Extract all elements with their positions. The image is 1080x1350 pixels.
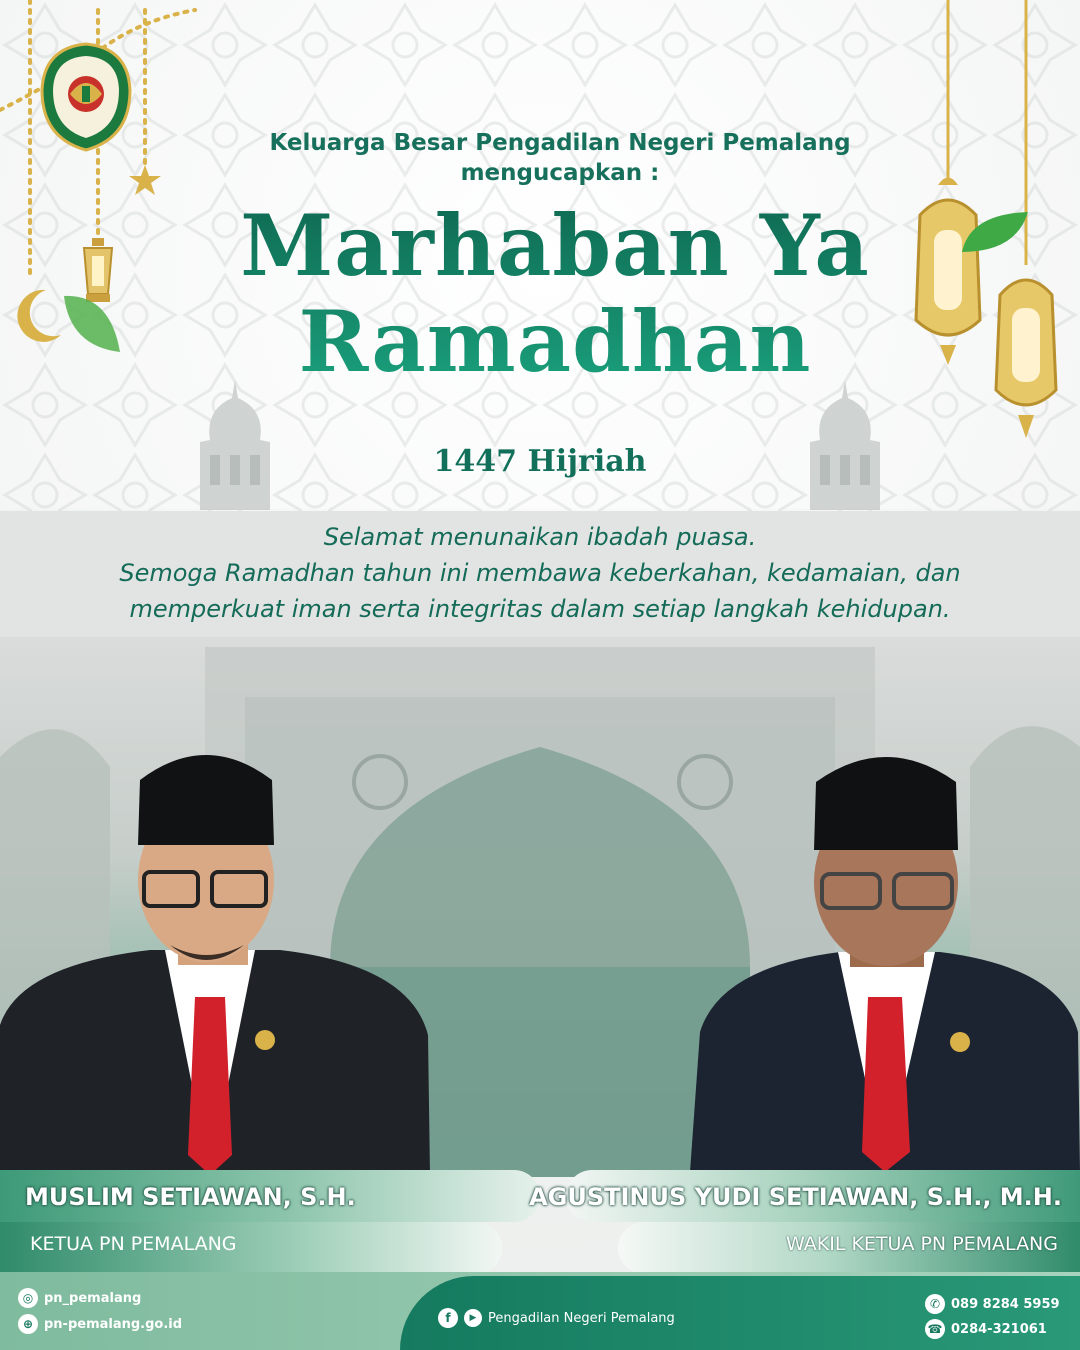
- phone-contact[interactable]: [925, 1319, 1047, 1339]
- instagram-icon: ◎: [18, 1288, 38, 1308]
- title-line-2: Ramadhan: [298, 292, 812, 391]
- intro-line-2: mengucapkan :: [460, 160, 660, 186]
- whatsapp-icon: ✆: [925, 1294, 945, 1314]
- greeting-intro: [200, 128, 920, 188]
- star-icon: [128, 164, 162, 198]
- website-url: pn-pemalang.go.id: [44, 1316, 183, 1332]
- mosque-tower-left: [190, 380, 280, 510]
- social-name: Pengadilan Negeri Pemalang: [488, 1310, 675, 1326]
- leaf-icon: [60, 290, 124, 356]
- official-role-right: WAKIL KETUA PN PEMALANG: [786, 1233, 1058, 1255]
- official-name-left: MUSLIM SETIAWAN, S.H.: [25, 1183, 356, 1211]
- globe-icon: ⊕: [18, 1314, 38, 1334]
- official-name-right: AGUSTINUS YUDI SETIAWAN, S.H., M.H.: [529, 1183, 1062, 1211]
- instagram-contact[interactable]: [18, 1288, 141, 1308]
- leaf-icon: [960, 208, 1030, 256]
- message-line-3: memperkuat iman serta integritas dalam setiap langkah kehidupan.: [129, 595, 951, 623]
- message-line-1: Selamat menunaikan ibadah puasa.: [323, 523, 757, 551]
- crescent-icon: [6, 285, 66, 345]
- court-logo: [40, 42, 132, 152]
- main-title: [150, 198, 960, 390]
- whatsapp-contact[interactable]: [925, 1294, 1060, 1314]
- youtube-icon: ▶: [464, 1309, 482, 1327]
- official-photo-right: [690, 742, 1080, 1172]
- facebook-icon: f: [438, 1308, 458, 1328]
- intro-line-1: Keluarga Besar Pengadilan Negeri Pemalang: [269, 130, 851, 156]
- hijri-year: 1447 Hijriah: [433, 444, 647, 479]
- message-line-2: Semoga Ramadhan tahun ini membawa keberkahan, kedamaian, dan: [119, 559, 961, 587]
- social-contact[interactable]: [438, 1308, 675, 1328]
- instagram-handle: pn_pemalang: [44, 1290, 142, 1306]
- official-role-left: KETUA PN PEMALANG: [30, 1233, 237, 1255]
- whatsapp-number: 089 8284 5959: [951, 1296, 1060, 1312]
- phone-icon: ☎: [925, 1319, 945, 1339]
- title-line-1: Marhaban Ya: [240, 196, 870, 295]
- phone-number: 0284-321061: [951, 1321, 1047, 1337]
- official-photo-left: [0, 735, 430, 1175]
- greeting-message: [60, 519, 1020, 627]
- mosque-tower-right: [800, 380, 890, 510]
- website-contact[interactable]: [18, 1314, 182, 1334]
